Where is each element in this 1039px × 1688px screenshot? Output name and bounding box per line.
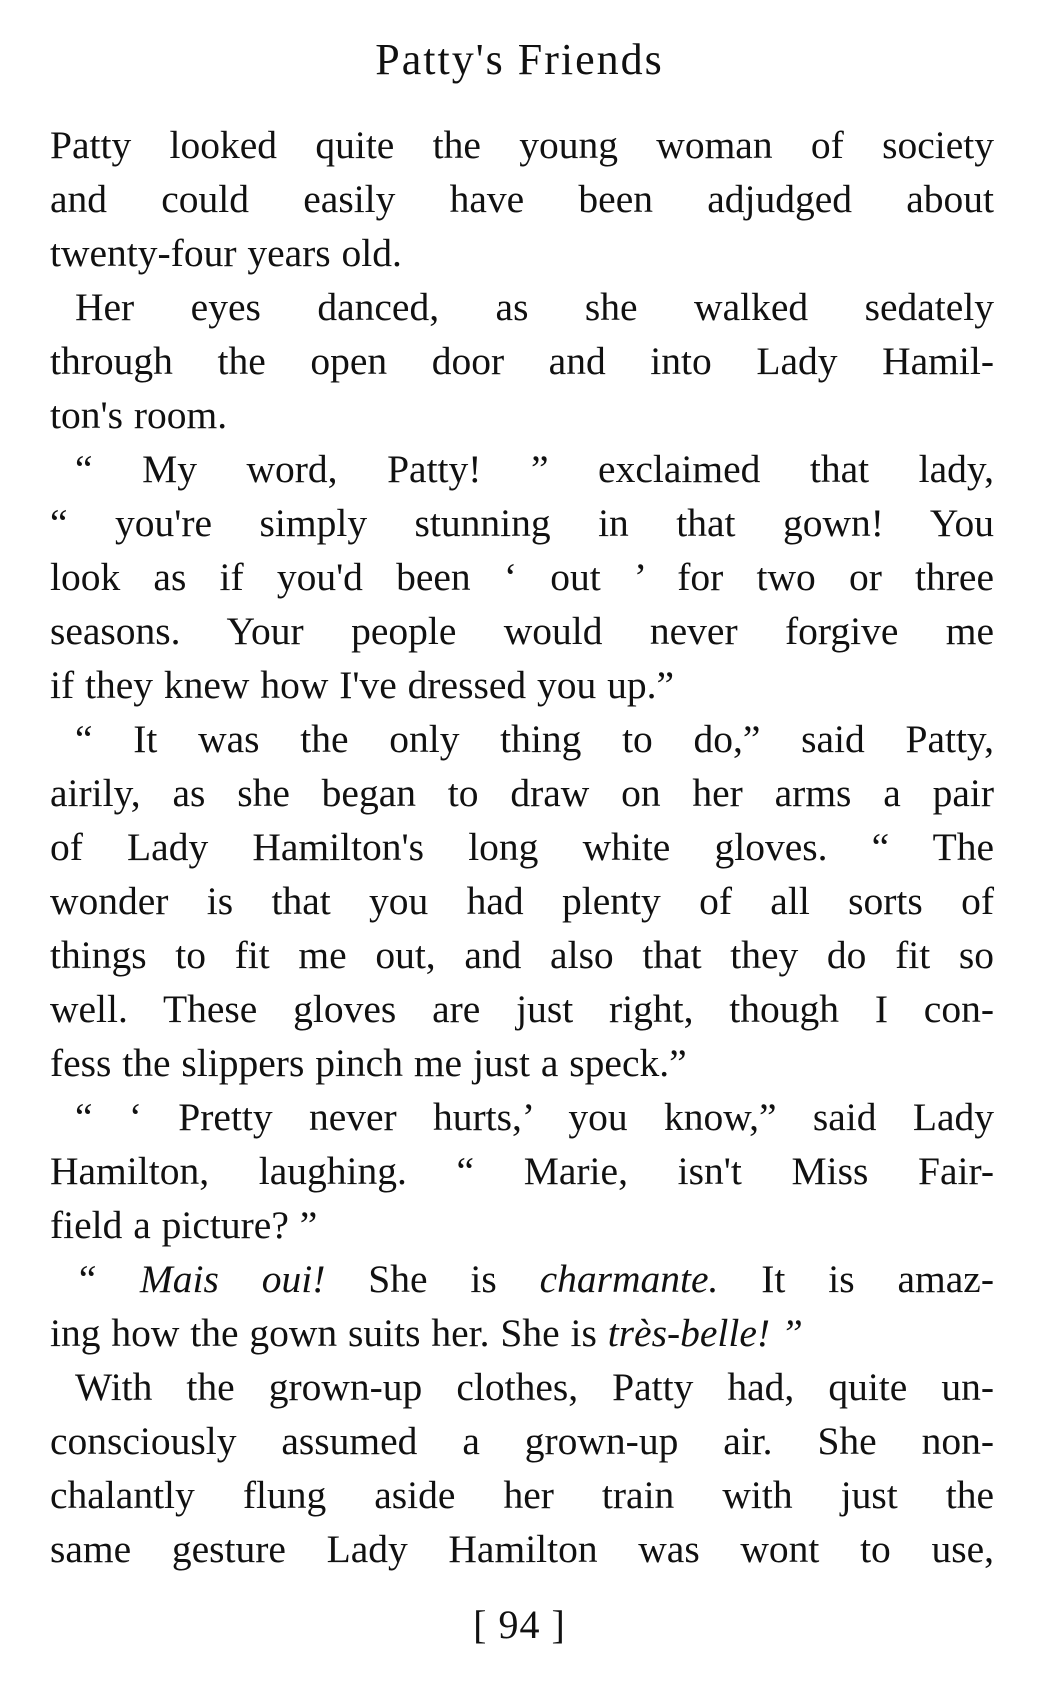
paragraph-6 — [50, 1252, 994, 1360]
text-run: She is — [325, 1257, 540, 1301]
page-number: [ 94 ] — [473, 1602, 566, 1647]
text-line: look as if you'd been ‘ out ’ for two or three — [50, 555, 994, 599]
text-line: seasons. Your people would never forgive me — [50, 609, 994, 653]
text-line: wonder is that you had plenty of all sorts of — [50, 879, 994, 923]
text-line: twenty-four years old. — [50, 231, 402, 275]
text-line: “ you're simply stunning in that gown! You — [50, 501, 994, 545]
paragraph-1 — [50, 118, 994, 280]
text-line: well. These gloves are just right, though I con- — [50, 987, 994, 1031]
text-line: through the open door and into Lady Hamil- — [50, 339, 994, 383]
text-line: Her eyes danced, as she walked sedately — [75, 285, 994, 329]
text-line: field a picture? ” — [50, 1203, 318, 1247]
text-line: airily, as she began to draw on her arms a pair — [50, 771, 994, 815]
paragraph-4 — [50, 712, 994, 1090]
paragraph-2 — [50, 280, 994, 442]
text-line: things to fit me out, and also that they do fit so — [50, 933, 994, 977]
text-line: “ My word, Patty! ” exclaimed that lady, — [75, 447, 994, 491]
paragraph-7 — [50, 1360, 994, 1576]
paragraph-5 — [50, 1090, 994, 1252]
text-run: It is amaz- — [718, 1257, 994, 1301]
text-run: ing how the gown suits her. She is — [50, 1311, 608, 1355]
text-line: Patty looked quite the young woman of society — [50, 123, 994, 167]
text-line: ton's room. — [50, 393, 228, 437]
text-line: chalantly flung aside her train with just the — [50, 1473, 994, 1517]
text-line: of Lady Hamilton's long white gloves. “ The — [50, 825, 994, 869]
text-line: “ ‘ Pretty never hurts,’ you know,” said Lady — [75, 1095, 994, 1139]
page-body — [50, 118, 994, 1576]
text-line: Hamilton, laughing. “ Marie, isn't Miss Fair- — [50, 1149, 994, 1193]
paragraph-3 — [50, 442, 994, 712]
text-line: fess the slippers pinch me just a speck.” — [50, 1041, 687, 1085]
text-line: “ It was the only thing to do,” said Patty, — [75, 717, 994, 761]
text-line: and could easily have been adjudged about — [50, 177, 994, 221]
text-line: same gesture Lady Hamilton was wont to use, — [50, 1527, 994, 1571]
text-line: With the grown-up clothes, Patty had, quite un- — [75, 1365, 994, 1409]
text-line: if they knew how I've dressed you up.” — [50, 663, 675, 707]
text-line — [50, 1252, 994, 1306]
italic-phrase: charmante. — [539, 1257, 719, 1301]
italic-phrase: “ Mais oui! — [75, 1257, 326, 1301]
running-head: Patty's Friends — [375, 35, 664, 84]
text-line — [50, 1306, 994, 1360]
italic-phrase: très-belle! ” — [607, 1311, 803, 1355]
text-line: consciously assumed a grown-up air. She non- — [50, 1419, 994, 1463]
